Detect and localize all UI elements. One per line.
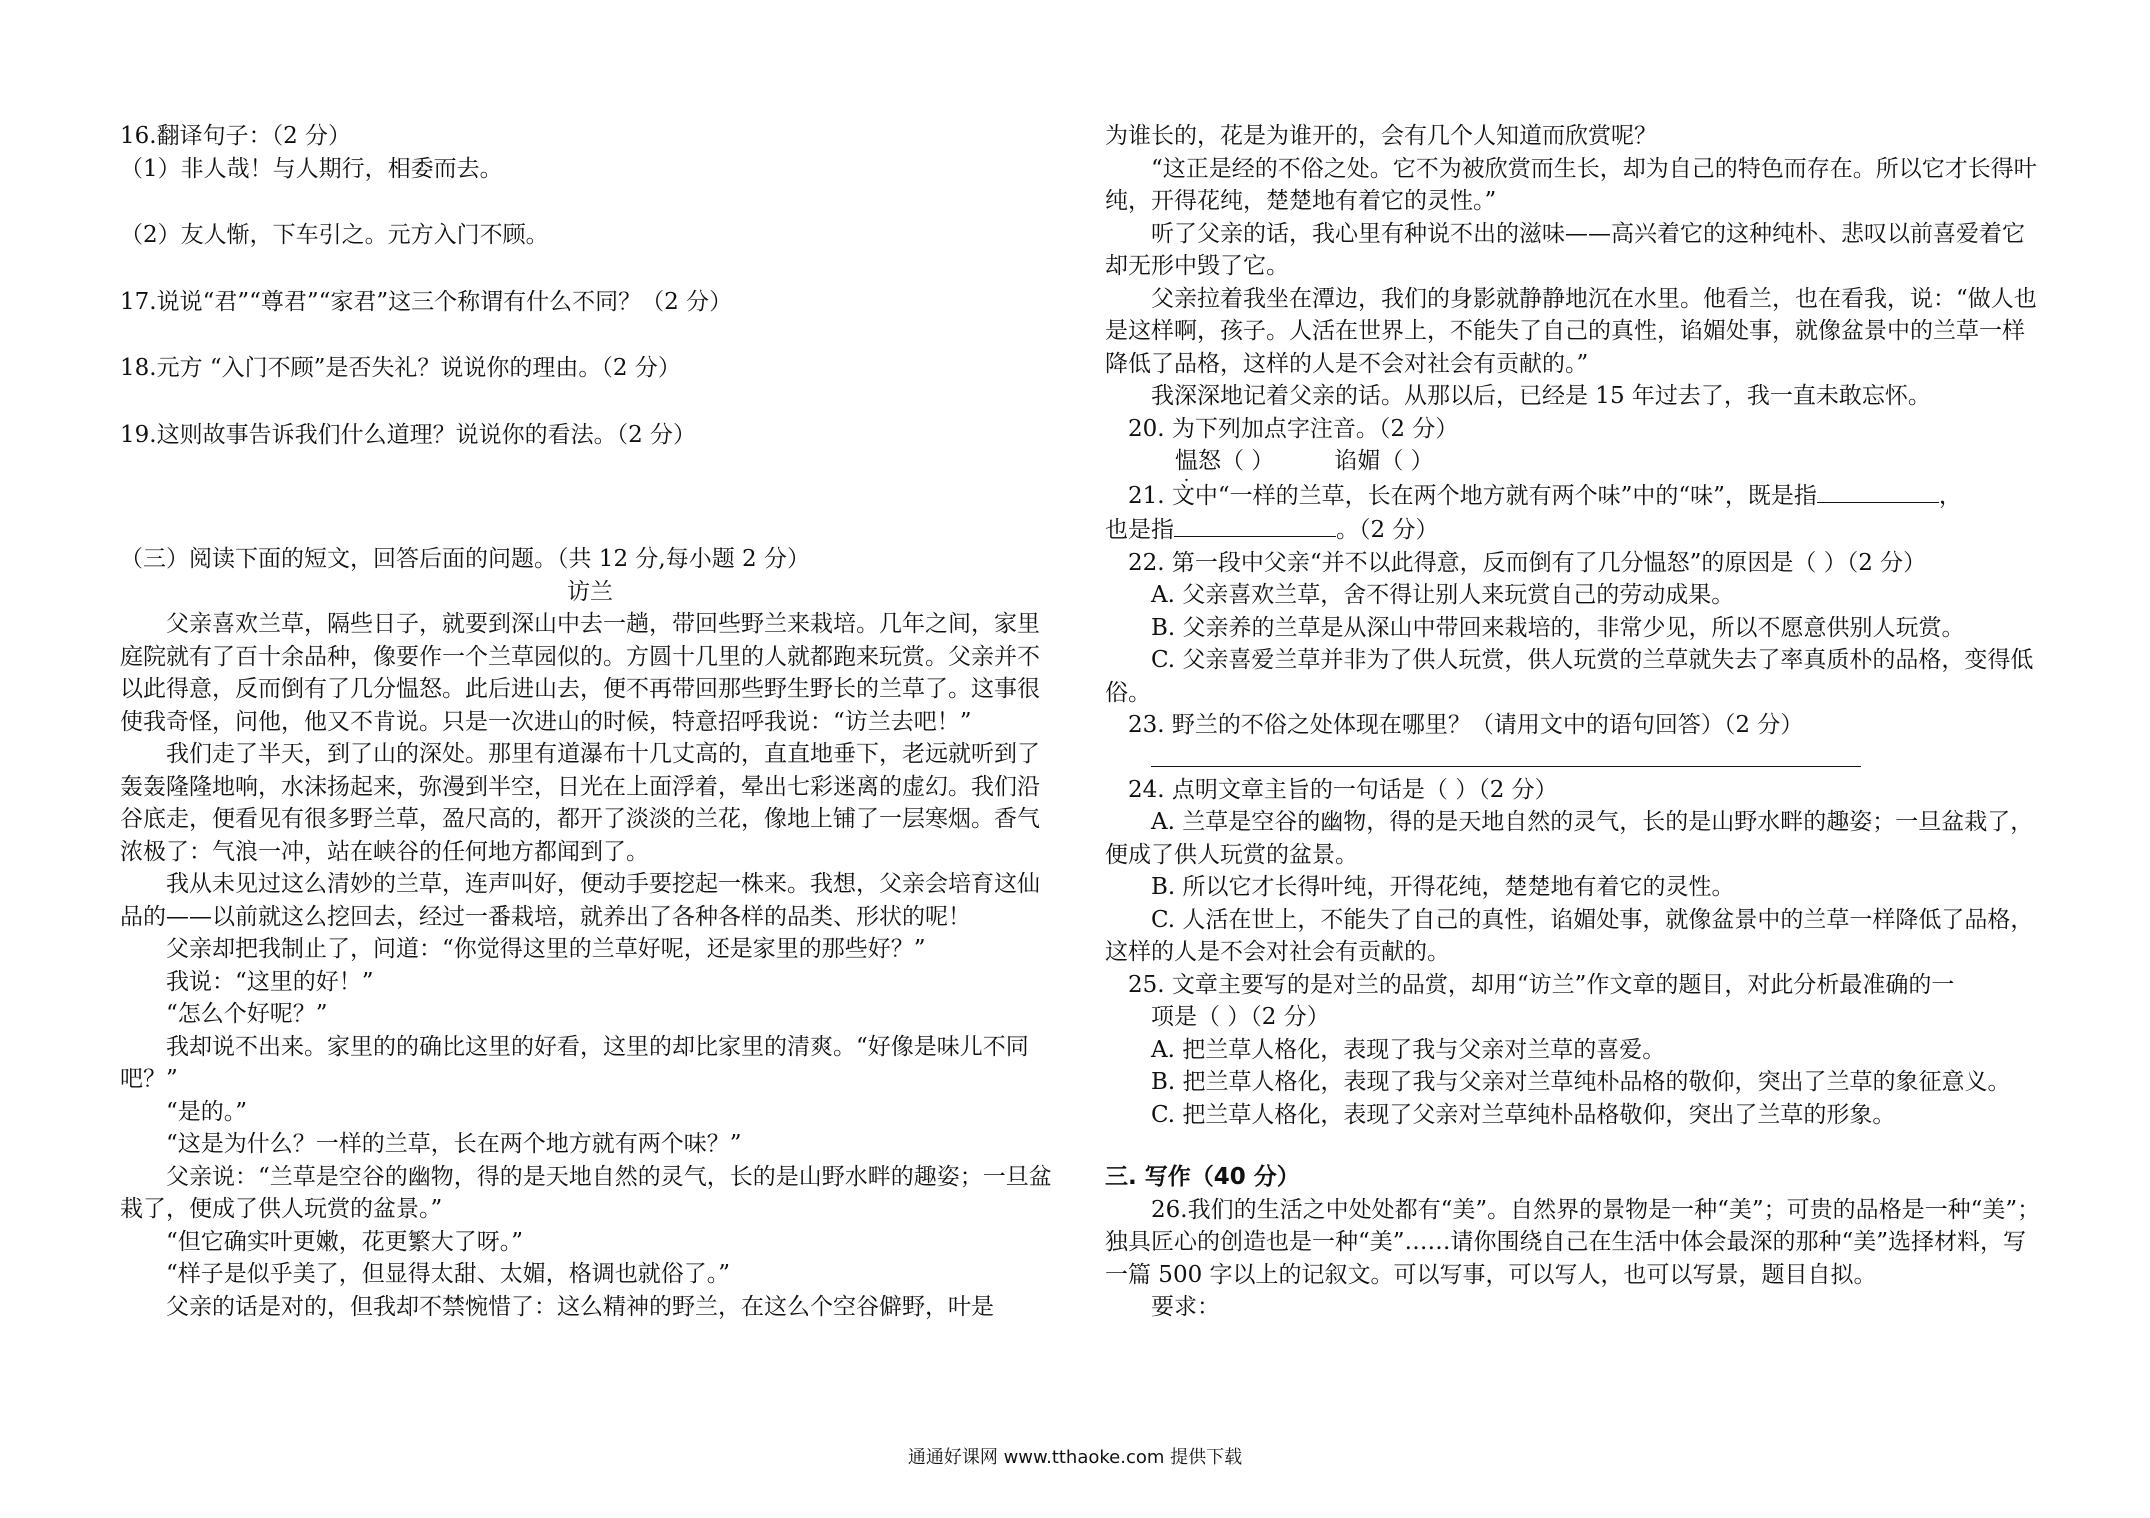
passage-paragraph: 父亲却把我制止了，问道：“你觉得这里的兰草好呢，还是家里的那些好？” bbox=[166, 936, 926, 962]
q21-comma: ， bbox=[1938, 482, 1962, 509]
q21-text: 21. 文中“一样的兰草，长在两个地方就有两个味”中的“味”，既是指 bbox=[1128, 482, 1817, 509]
q23-answer-line[interactable] bbox=[1105, 742, 2045, 774]
requirements-label: 要求： bbox=[1151, 1294, 1220, 1320]
passage-paragraph: 父亲的话是对的，但我却不禁惋惜了：这么精神的野兰，在这么个空谷僻野，叶是 bbox=[166, 1293, 994, 1320]
q25-cont: 项是（ ）（2 分） bbox=[1151, 1004, 1330, 1030]
q16-1: （1）非人哉！与人期行，相委而去。 bbox=[120, 155, 503, 182]
left-column bbox=[120, 120, 1060, 1323]
q20-word1-blank: 怒（ ） bbox=[1198, 448, 1275, 474]
q25-option-b: B. 把兰草人格化，表现了我与父亲对兰草纯朴品格的敬仰，突出了兰草的象征意义。 bbox=[1151, 1069, 2011, 1095]
q16-2: （2）友人惭，下车引之。元方入门不顾。 bbox=[120, 222, 549, 248]
q20-word2-blank: 媚（ ） bbox=[1357, 448, 1434, 474]
q20-words bbox=[1105, 445, 2045, 478]
passage-paragraph: “这是为什么？一样的兰草，长在两个地方就有两个味？” bbox=[166, 1131, 742, 1157]
passage-paragraph: “这正是经的不俗之处。它不为被欣赏而生长，却为自己的特色而存在。所以它才长得叶纯，开得花纯，楚楚地有着它的灵性。” bbox=[1105, 155, 2037, 214]
q20-word2-char: 谄 bbox=[1334, 448, 1358, 474]
section-three-heading: （三）阅读下面的短文，回答后面的问题。（共 12 分,每小题 2 分） bbox=[120, 546, 810, 572]
passage-paragraph: 为谁长的，花是为谁开的，会有几个人知道而欣赏呢？ bbox=[1105, 123, 1657, 149]
q22: 22. 第一段中父亲“并不以此得意，反而倒有了几分愠怒”的原因是（ ）（2 分） bbox=[1128, 549, 1927, 576]
right-column bbox=[1105, 120, 2045, 1324]
dotted-char: 愠 bbox=[1175, 448, 1198, 474]
q22-option-a: A. 父亲喜欢兰草，舍不得让别人来玩赏自己的劳动成果。 bbox=[1151, 582, 1735, 608]
q26: 26.我们的生活之中处处都有“美”。自然界的景物是一种“美”；可贵的品格是一种“美”；独具匠心的创造也是一种“美”……请你围绕自己在生活中体会最深的那种“美”选择材料，写一篇 500 字以上的记叙文。可以写事，可以写人，也可以写景，题目自拟。 bbox=[1105, 1196, 2041, 1288]
q25-option-a: A. 把兰草人格化，表现了我与父亲对兰草的喜爱。 bbox=[1151, 1036, 1666, 1063]
passage-paragraph: 父亲拉着我坐在潭边，我们的身影就静静地沉在水里。他看兰，也在看我，说：“做人也是这样啊，孩子。人活在世界上，不能失了自己的真性，谄媚处事，就像盆景中的兰草一样降低了品格，这样的人是不会对社会有贡献的。” bbox=[1105, 285, 2037, 377]
q25: 25. 文章主要写的是对兰的品赏，却用“访兰”作文章的题目，对此分析最准确的一 bbox=[1128, 971, 1955, 998]
q24-option-b: B. 所以它才长得叶纯，开得花纯，楚楚地有着它的灵性。 bbox=[1151, 874, 1735, 900]
q17: 17.说说“君”“尊君”“家君”这三个称谓有什么不同？（2 分） bbox=[120, 288, 733, 315]
answer-blank[interactable] bbox=[1817, 478, 1939, 503]
answer-blank[interactable] bbox=[1174, 512, 1336, 537]
q24: 24. 点明文章主旨的一句话是（ ）（2 分） bbox=[1128, 776, 1558, 803]
passage-paragraph: 我们走了半天，到了山的深处。那里有道瀑布十几丈高的，直直地垂下，老远就听到了轰轰隆隆地响，水沫扬起来，弥漫到半空，日光在上面浮着，晕出七彩迷离的虚幻。我们沿谷底走，便看见有很多野兰草，盈尺高的，都开了淡淡的兰花，像地上铺了一层寒烟。香气浓极了：气浪一冲，站在峡谷的任何地方都闻到了。 bbox=[120, 741, 1040, 865]
passage-paragraph: 我深深地记着父亲的话。从那以后，已经是 15 年过去了，我一直未敢忘怀。 bbox=[1151, 383, 1931, 409]
q18: 18.元方 “入门不顾”是否失礼？说说你的理由。（2 分） bbox=[120, 355, 681, 381]
passage-paragraph: 父亲说：“兰草是空谷的幽物，得的是天地自然的灵气，长的是山野水畔的趣姿；一旦盆栽了，便成了供人玩赏的盆景。” bbox=[120, 1163, 1052, 1222]
passage-paragraph: 父亲喜欢兰草，隔些日子，就要到深山中去一趟，带回些野兰来栽培。几年之间，家里庭院就有了百十余品种，像要作一个兰草园似的。方圆十几里的人就都跑来玩赏。父亲并不以此得意，反而倒有了几分愠怒。此后进山去，便不再带回那些野生野长的兰草了。这事很使我奇怪，问他，他又不肯说。只是一次进山的时候，特意招呼我说：“访兰去吧！” bbox=[120, 611, 1040, 735]
q19: 19.这则故事告诉我们什么道理？说说你的看法。（2 分） bbox=[120, 421, 697, 448]
passage-paragraph: “但它确实叶更嫩，花更繁大了呀。” bbox=[166, 1228, 524, 1255]
passage-paragraph: “怎么个好呢？” bbox=[166, 1001, 328, 1027]
q23: 23. 野兰的不俗之处体现在哪里？（请用文中的语句回答）（2 分） bbox=[1128, 712, 1804, 738]
q21 bbox=[1105, 478, 2045, 513]
writing-heading: 三. 写作（40 分） bbox=[1105, 1164, 1300, 1190]
q24-option-a: A. 兰草是空谷的幽物，得的是天地自然的灵气，长的是山野水畔的趣姿；一旦盆栽了，便成了供人玩赏的盆景。 bbox=[1105, 809, 2034, 868]
footer-source: 通通好课网 www.tthaoke.com 提供下载 bbox=[907, 1447, 1243, 1468]
q21-tail: 。（2 分） bbox=[1336, 517, 1439, 543]
q22-option-c: C. 父亲喜爱兰草并非为了供人玩赏，供人玩赏的兰草就失去了率真质朴的品格，变得低俗。 bbox=[1105, 647, 2034, 706]
q25-option-c: C. 把兰草人格化，表现了父亲对兰草纯朴品格敬仰，突出了兰草的形象。 bbox=[1151, 1101, 1896, 1128]
q24-option-c: C. 人活在世上，不能失了自己的真性，谄媚处事，就像盆景中的兰草一样降低了品格，这样的人是不会对社会有贡献的。 bbox=[1105, 906, 2034, 965]
q22-option-b: B. 父亲养的兰草是从深山中带回来栽培的，非常少见，所以不愿意供别人玩赏。 bbox=[1151, 614, 1965, 641]
q20: 20. 为下列加点字注音。（2 分） bbox=[1128, 415, 1459, 442]
passage-paragraph: 我从未见过这么清妙的兰草，连声叫好，便动手要挖起一株来。我想，父亲会培育这仙品的——以前就这么挖回去，经过一番栽培，就养出了各种各样的品类、形状的呢！ bbox=[120, 871, 1040, 930]
passage-paragraph: 听了父亲的话，我心里有种说不出的滋味——高兴着它的这种纯朴、悲叹以前喜爱着它却无形中毁了它。 bbox=[1105, 220, 2025, 279]
passage-title: 访兰 bbox=[567, 578, 613, 605]
passage-paragraph: 我说：“这里的好！” bbox=[166, 968, 374, 995]
passage-paragraph: “样子是似乎美了，但显得太甜、太媚，格调也就俗了。” bbox=[166, 1261, 731, 1287]
q21-cont bbox=[1105, 512, 2045, 547]
q16: 16.翻译句子：（2 分） bbox=[120, 123, 352, 149]
passage-paragraph: “是的。” bbox=[166, 1098, 248, 1125]
passage-paragraph: 我却说不出来。家里的的确比这里的好看，这里的却比家里的清爽。“好像是味儿不同吧？” bbox=[120, 1033, 1029, 1092]
q21-text2: 也是指 bbox=[1105, 517, 1174, 543]
